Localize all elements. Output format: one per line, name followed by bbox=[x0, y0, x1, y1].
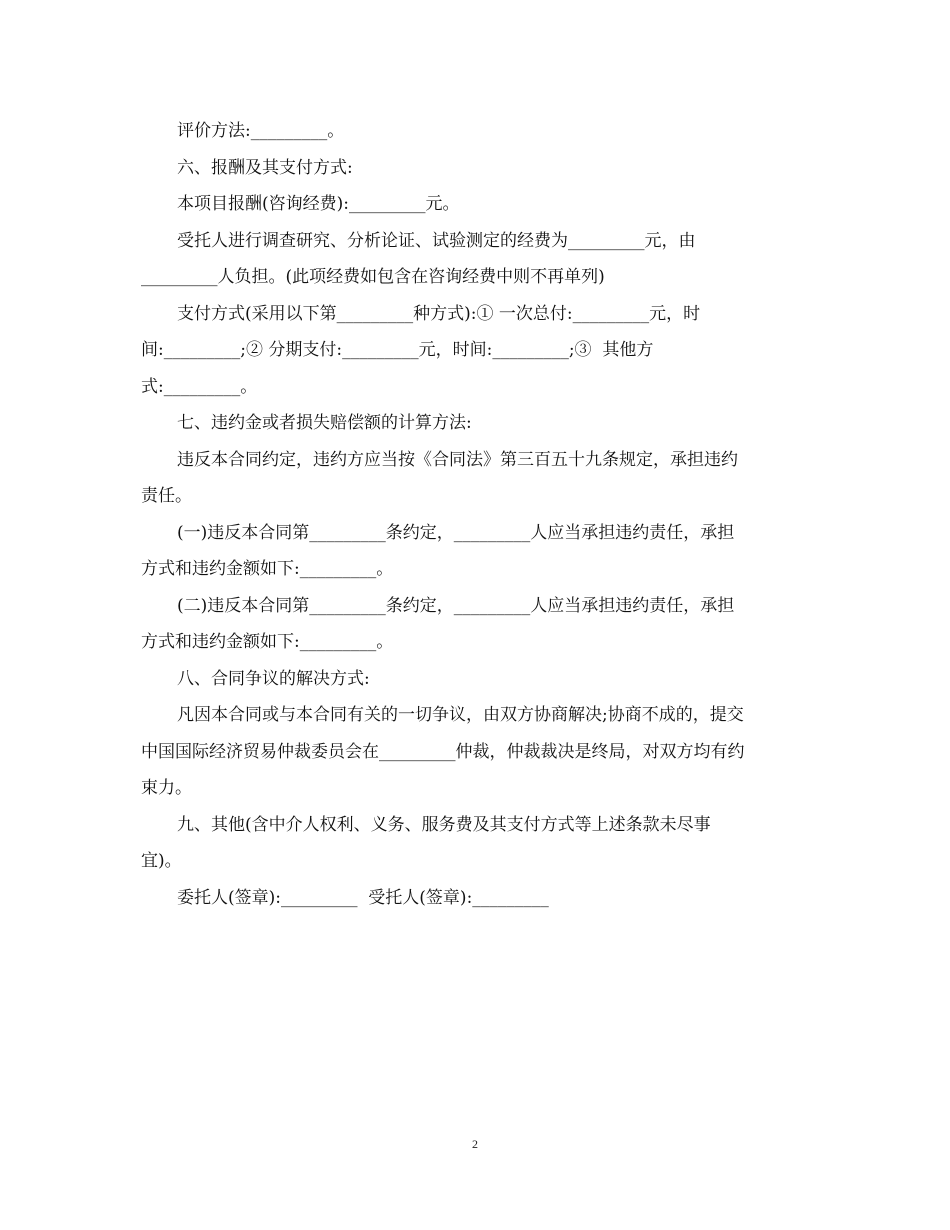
page-number: 2 bbox=[472, 1137, 478, 1151]
section-nine-heading: 九、其他(含中介人权利、义务、服务费及其支付方式等上述条款未尽事 bbox=[177, 814, 711, 835]
line-evaluation-method: 评价方法:_________。 bbox=[177, 121, 345, 141]
line-breach-item-one: (一)违反本合同第_________条约定，_________人应当承担违约责任，承担 bbox=[177, 522, 735, 543]
line-dispute-resolution: 凡因本合同或与本合同有关的一切争议，由双方协商解决;协商不成的，提交 bbox=[177, 705, 744, 725]
line-payment-method-end: 式:_________。 bbox=[141, 376, 258, 397]
signature-line: 委托人(签章):_________ 受托人(签章):_________ bbox=[177, 887, 549, 908]
line-project-fee: 本项目报酬(咨询经费):_________元。 bbox=[177, 194, 460, 214]
document-body bbox=[141, 113, 809, 916]
section-six-heading: 六、报酬及其支付方式: bbox=[177, 157, 353, 178]
line-research-expenses-cont: _________人负担。(此项经费如包含在咨询经费中则不再单列) bbox=[141, 267, 605, 287]
line-dispute-resolution-cont: 中国国际经济贸易仲裁委员会在_________仲裁，仲裁裁决是终局，对双方均有约 bbox=[141, 741, 745, 762]
line-dispute-resolution-end: 束力。 bbox=[141, 778, 192, 798]
line-breach-item-two-cont: 方式和违约金额如下:_________。 bbox=[141, 632, 394, 652]
line-payment-method: 支付方式(采用以下第_________种方式):① 一次总付:_________元，时 bbox=[177, 303, 701, 324]
line-breach-liability: 违反本合同约定，违约方应当按《合同法》第三百五十九条规定，承担违约 bbox=[177, 449, 738, 470]
section-eight-heading: 八、合同争议的解决方式: bbox=[177, 668, 370, 689]
section-seven-heading: 七、违约金或者损失赔偿额的计算方法: bbox=[177, 413, 472, 433]
line-breach-item-two: (二)违反本合同第_________条约定，_________人应当承担违约责任，承担 bbox=[177, 595, 735, 616]
line-payment-method-cont: 间:_________;② 分期支付:_________元，时间:_________;③ 其他方 bbox=[141, 340, 654, 360]
section-nine-heading-cont: 宜)。 bbox=[141, 851, 182, 871]
line-research-expenses: 受托人进行调查研究、分析论证、试验测定的经费为_________元，由 bbox=[177, 230, 696, 251]
line-breach-item-one-cont: 方式和违约金额如下:_________。 bbox=[141, 559, 394, 579]
line-breach-liability-cont: 责任。 bbox=[141, 486, 192, 506]
